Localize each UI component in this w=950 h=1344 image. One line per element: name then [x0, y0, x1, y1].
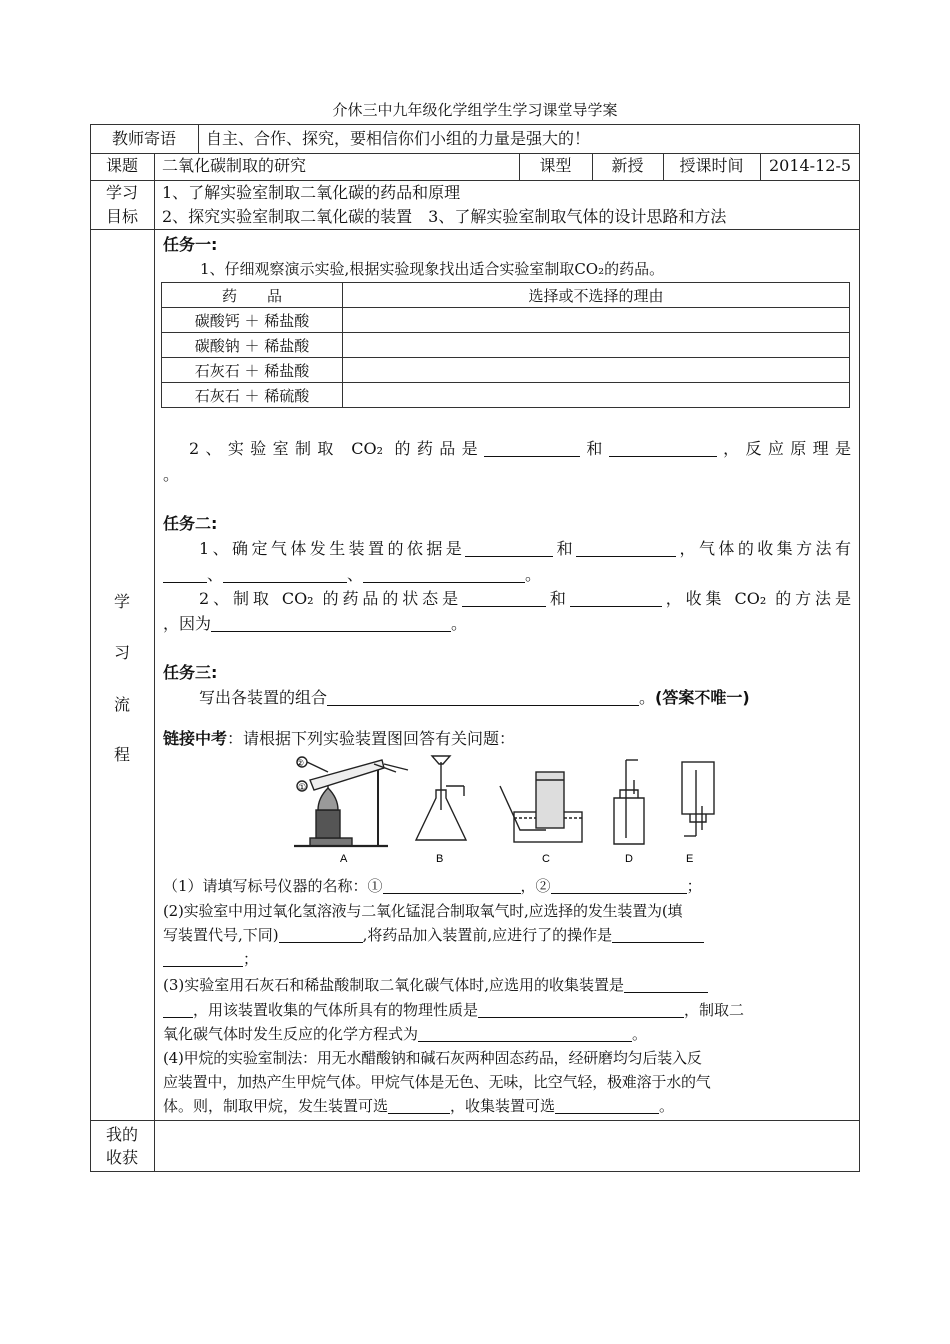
goals-label-1: 学习	[105, 183, 138, 202]
exam-question-4-line-3: 体。则，制取甲烷，发生装置可选 ，收集装置可选 。	[163, 1097, 675, 1115]
reason-cell[interactable]	[343, 308, 850, 333]
reason-cell[interactable]	[343, 358, 850, 383]
flow-label-char: 流	[113, 695, 130, 714]
marker-2: ②	[296, 758, 305, 768]
exam-question-4-line-2: 应装置中，加热产生甲烷气体。甲烷气体是无色、无味，比空气轻，极难溶于水的气	[163, 1073, 711, 1091]
answer-blank[interactable]	[163, 999, 193, 1018]
answer-blank[interactable]	[163, 564, 207, 583]
answer-blank[interactable]	[576, 538, 676, 557]
row-divider	[90, 229, 860, 230]
harvest-label-2: 收获	[105, 1148, 138, 1167]
answer-blank[interactable]	[612, 924, 704, 943]
flow-label-char: 程	[113, 745, 130, 764]
harvest-input-area[interactable]	[156, 1122, 858, 1170]
drug-column-header: 药 品	[162, 283, 343, 308]
apparatus-b-figure	[416, 756, 466, 840]
task1-question-2: 2、实验室制取 CO₂ 的药品是 和 ，反应原理是	[189, 439, 851, 458]
answer-blank[interactable]	[484, 438, 580, 457]
table-row	[162, 383, 850, 408]
task3-heading: 任务三:	[163, 663, 218, 682]
topic-label: 课题	[105, 156, 138, 175]
answer-blank[interactable]	[363, 564, 525, 583]
class-type-label: 课型	[539, 156, 572, 175]
motto-label: 教师寄语	[111, 129, 176, 148]
exam-question-3-line-2: ，用该装置收集的气体所具有的物理性质是 ，制取二	[163, 997, 851, 1024]
label-d: D	[625, 853, 633, 865]
answer-blank[interactable]	[327, 687, 639, 706]
answer-blank[interactable]	[551, 875, 687, 894]
exam-question-2-line-3: ；	[163, 946, 851, 973]
goals-label-2: 目标	[105, 207, 138, 226]
col-divider	[198, 124, 199, 153]
task2-question-1: 1、确定气体发生装置的依据是 和 ，气体的收集方法有	[199, 539, 851, 558]
apparatus-e-figure	[682, 762, 714, 836]
exam-question-4-line-1: (4)甲烷的实验室制法：用无水醋酸钠和碱石灰两种固态药品，经研磨均匀后装入反	[163, 1049, 702, 1067]
row-divider	[90, 153, 860, 154]
flow-label-char: 习	[113, 643, 130, 662]
apparatus-d-figure	[614, 760, 644, 844]
answer-blank[interactable]	[555, 1095, 659, 1114]
reason-cell[interactable]	[343, 333, 850, 358]
exam-question-2-line-1: (2)实验室中用过氧化氢溶液与二氧化锰混合制取氧气时,应选择的发生装置为(填	[163, 902, 683, 920]
apparatus-a-figure	[294, 757, 408, 846]
table-row	[162, 358, 850, 383]
flow-label-char: 学	[113, 592, 130, 611]
answer-blank[interactable]	[211, 613, 451, 632]
answer-blank[interactable]	[223, 564, 347, 583]
lab-apparatus-figure	[288, 750, 720, 866]
document-title: 介休三中九年级化学组学生学习课堂导学案	[332, 101, 618, 119]
col-divider	[154, 153, 155, 1172]
class-time-value: 2014-12-5	[768, 156, 852, 175]
answer-blank[interactable]	[465, 538, 553, 557]
drug-cell: 石灰石 ＋ 稀盐酸	[162, 358, 343, 383]
label-b: B	[436, 853, 444, 865]
reason-cell[interactable]	[343, 383, 850, 408]
apparatus-c-figure	[500, 772, 582, 842]
reason-column-header: 选择或不选择的理由	[343, 283, 850, 308]
goal-line-2: 2、探究实验室制取二氧化碳的装置 3、了解实验室制取气体的设计思路和方法	[162, 207, 727, 226]
label-c: C	[542, 853, 550, 865]
exam-question-1: （1）请填写标号仪器的名称：① ，② ；	[163, 877, 702, 895]
task3-question: 写出各装置的组合 。(答案不唯一)	[199, 688, 750, 707]
class-type-value: 新授	[611, 156, 644, 175]
exam-question-2-line-2: 写装置代号,下同) ,将药品加入装置前,应进行了的操作是	[163, 922, 851, 949]
drug-cell: 石灰石 ＋ 稀硫酸	[162, 383, 343, 408]
answer-blank[interactable]	[478, 999, 684, 1018]
label-e: E	[686, 853, 694, 865]
answer-blank[interactable]	[163, 948, 243, 967]
harvest-label-1: 我的	[105, 1125, 138, 1144]
task1-question-1: 1、仔细观察演示实验,根据实验现象找出适合实验室制取CO₂的药品。	[200, 260, 665, 278]
topic-value: 二氧化碳制取的研究	[162, 156, 307, 175]
exam-intro: 链接中考：请根据下列实验装置图回答有关问题：	[163, 729, 516, 748]
task2-question-2-cont: ，因为 。	[163, 614, 468, 633]
drug-table	[161, 282, 850, 408]
goal-line-1: 1、了解实验室制取二氧化碳的药品和原理	[162, 183, 461, 202]
answer-blank[interactable]	[383, 875, 521, 894]
table-header-row	[162, 283, 850, 308]
table-row	[162, 308, 850, 333]
motto-text: 自主、合作、探究，要相信你们小组的力量是强大的！	[206, 129, 591, 148]
table-row	[162, 333, 850, 358]
drug-cell: 碳酸钙 ＋ 稀盐酸	[162, 308, 343, 333]
drug-cell: 碳酸钠 ＋ 稀盐酸	[162, 333, 343, 358]
answer-blank[interactable]	[462, 588, 546, 607]
answer-blank[interactable]	[388, 1095, 450, 1114]
answer-blank[interactable]	[624, 974, 708, 993]
row-divider	[90, 1120, 860, 1121]
task1-question-2-end: 。	[163, 465, 180, 484]
task1-heading: 任务一:	[163, 235, 218, 254]
exam-question-3-line-1: (3)实验室用石灰石和稀盐酸制取二氧化碳气体时,应选用的收集装置是	[163, 972, 851, 999]
class-time-label: 授课时间	[679, 156, 744, 175]
answer-blank[interactable]	[570, 588, 662, 607]
answer-blank[interactable]	[279, 924, 363, 943]
answer-blank[interactable]	[609, 438, 717, 457]
answer-blank[interactable]	[418, 1023, 632, 1042]
row-divider	[90, 180, 860, 181]
task2-question-2: 2、制取 CO₂ 的药品的状态是 和 ，收集 CO₂ 的方法是	[199, 589, 851, 608]
task2-heading: 任务二:	[163, 514, 218, 533]
label-a: A	[340, 853, 348, 865]
task2-question-1-cont: 、 、 。	[163, 561, 851, 588]
marker-1: ①	[298, 782, 307, 792]
exam-question-3-line-3: 氧化碳气体时发生反应的化学方程式为 。	[163, 1025, 648, 1043]
